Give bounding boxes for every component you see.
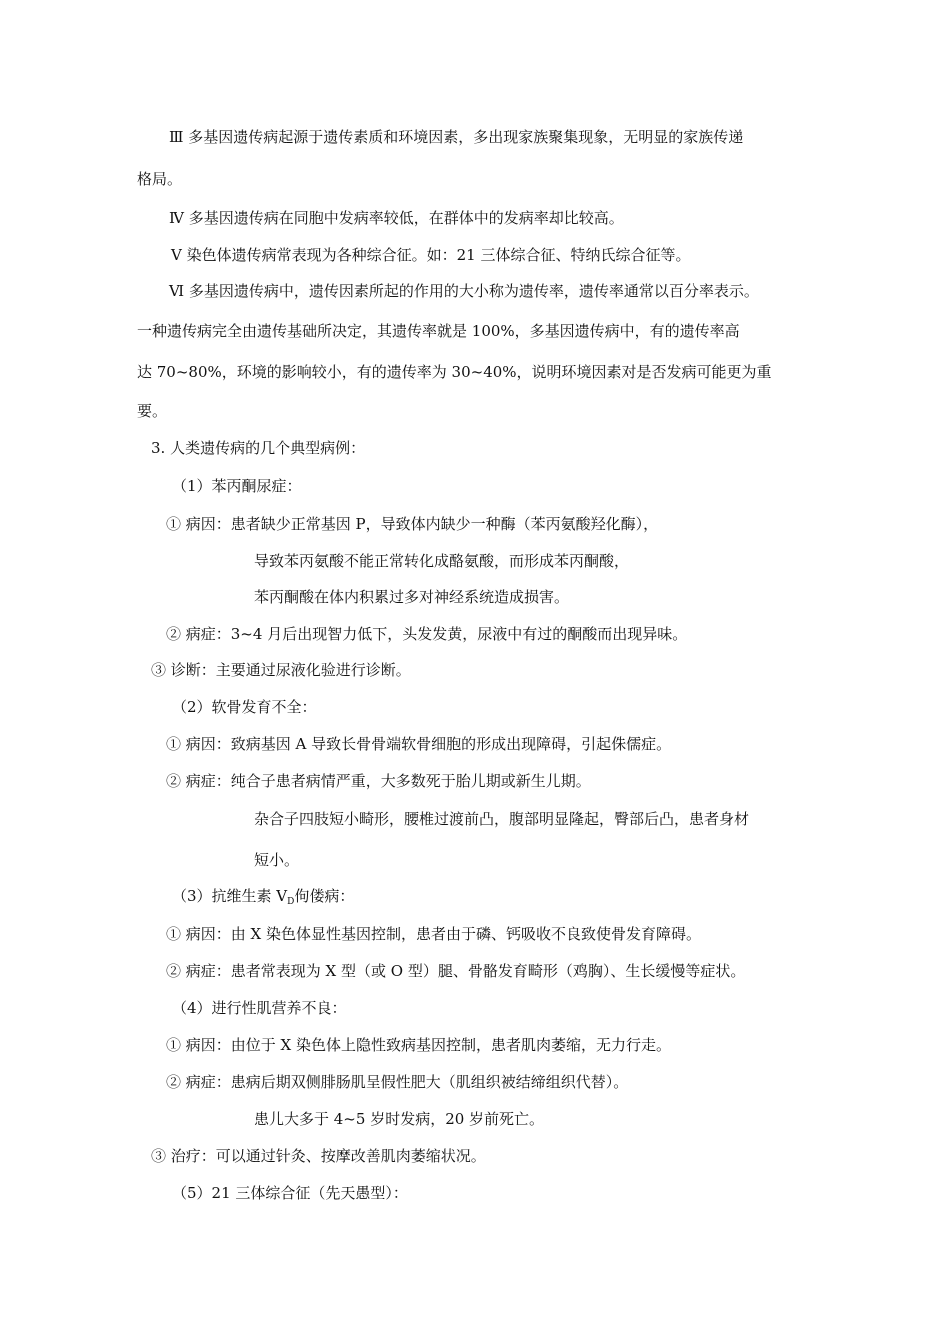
case-2-cause: ① 病因：致病基因 A 导致长骨骨端软骨细胞的形成出现障碍，引起侏儒症。 bbox=[166, 735, 672, 753]
paragraph-vi-line-1: Ⅵ 多基因遗传病中，遗传因素所起的作用的大小称为遗传率，遗传率通常以百分率表示。 bbox=[169, 282, 759, 300]
paragraph-vi-line-2: 一种遗传病完全由遗传基础所决定，其遗传率就是 100%，多基因遗传病中，有的遗传率高 bbox=[137, 322, 740, 340]
case-1-cause-line-2: 导致苯丙氨酸不能正常转化成酪氨酸，而形成苯丙酮酸， bbox=[254, 552, 630, 570]
case-2-symptom-line-2: 杂合子四肢短小畸形，腰椎过渡前凸，腹部明显隆起，臀部后凸，患者身材 bbox=[254, 810, 750, 828]
case-3-cause: ① 病因：由 X 染色体显性基因控制，患者由于磷、钙吸收不良致使骨发育障碍。 bbox=[166, 925, 701, 943]
case-3-title-subscript: D bbox=[287, 897, 295, 907]
case-4-symptom-line-2: 患儿大多于 4~5 岁时发病，20 岁前死亡。 bbox=[254, 1110, 545, 1128]
case-3-title bbox=[172, 886, 354, 906]
case-1-cause-line-3: 苯丙酮酸在体内积累过多对神经系统造成损害。 bbox=[254, 588, 570, 606]
case-2-symptom-line-1: ② 病症：纯合子患者病情严重，大多数死于胎儿期或新生儿期。 bbox=[166, 772, 591, 790]
case-1-symptom: ② 病症：3~4 月后出现智力低下，头发发黄，尿液中有过的酮酸而出现异味。 bbox=[166, 625, 688, 643]
section-3-heading: 3. 人类遗传病的几个典型病例： bbox=[151, 439, 366, 457]
paragraph-v: Ⅴ 染色体遗传病常表现为各种综合征。如：21 三体综合征、特纳氏综合征等。 bbox=[171, 246, 691, 264]
paragraph-iv: Ⅳ 多基因遗传病在同胞中发病率较低，在群体中的发病率却比较高。 bbox=[169, 209, 624, 227]
case-3-title-prefix: （3）抗维生素 V bbox=[172, 887, 288, 905]
case-4-symptom-line-1: ② 病症：患病后期双侧腓肠肌呈假性肥大（肌组织被结缔组织代替）。 bbox=[166, 1073, 629, 1091]
case-3-title-suffix: 佝偻病： bbox=[294, 887, 355, 905]
case-2-title: （2）软骨发育不全： bbox=[172, 698, 317, 716]
case-1-diagnosis: ③ 诊断：主要通过尿液化验进行诊断。 bbox=[151, 661, 411, 679]
case-1-title: （1）苯丙酮尿症： bbox=[172, 477, 302, 495]
case-2-symptom-line-3: 短小。 bbox=[254, 851, 300, 869]
paragraph-vi-line-4: 要。 bbox=[137, 402, 168, 420]
case-4-title: （4）进行性肌营养不良： bbox=[172, 999, 347, 1017]
paragraph-iii-line-2: 格局。 bbox=[137, 170, 183, 188]
case-3-symptom: ② 病症：患者常表现为 X 型（或 O 型）腿、骨骼发育畸形（鸡胸）、生长缓慢等症状。 bbox=[166, 962, 746, 980]
case-1-cause-line-1: ① 病因：患者缺少正常基因 P，导致体内缺少一种酶（苯丙氨酸羟化酶）， bbox=[166, 515, 659, 533]
case-5-title: （5）21 三体综合征（先天愚型）： bbox=[172, 1184, 408, 1202]
case-4-treatment: ③ 治疗：可以通过针灸、按摩改善肌肉萎缩状况。 bbox=[151, 1147, 486, 1165]
case-4-cause: ① 病因：由位于 X 染色体上隐性致病基因控制，患者肌肉萎缩，无力行走。 bbox=[166, 1036, 671, 1054]
paragraph-iii-line-1: Ⅲ 多基因遗传病起源于遗传素质和环境因素，多出现家族聚集现象，无明显的家族传递 bbox=[169, 128, 744, 146]
paragraph-vi-line-3: 达 70~80%，环境的影响较小，有的遗传率为 30~40%，说明环境因素对是否发病可能更为重 bbox=[137, 363, 772, 381]
